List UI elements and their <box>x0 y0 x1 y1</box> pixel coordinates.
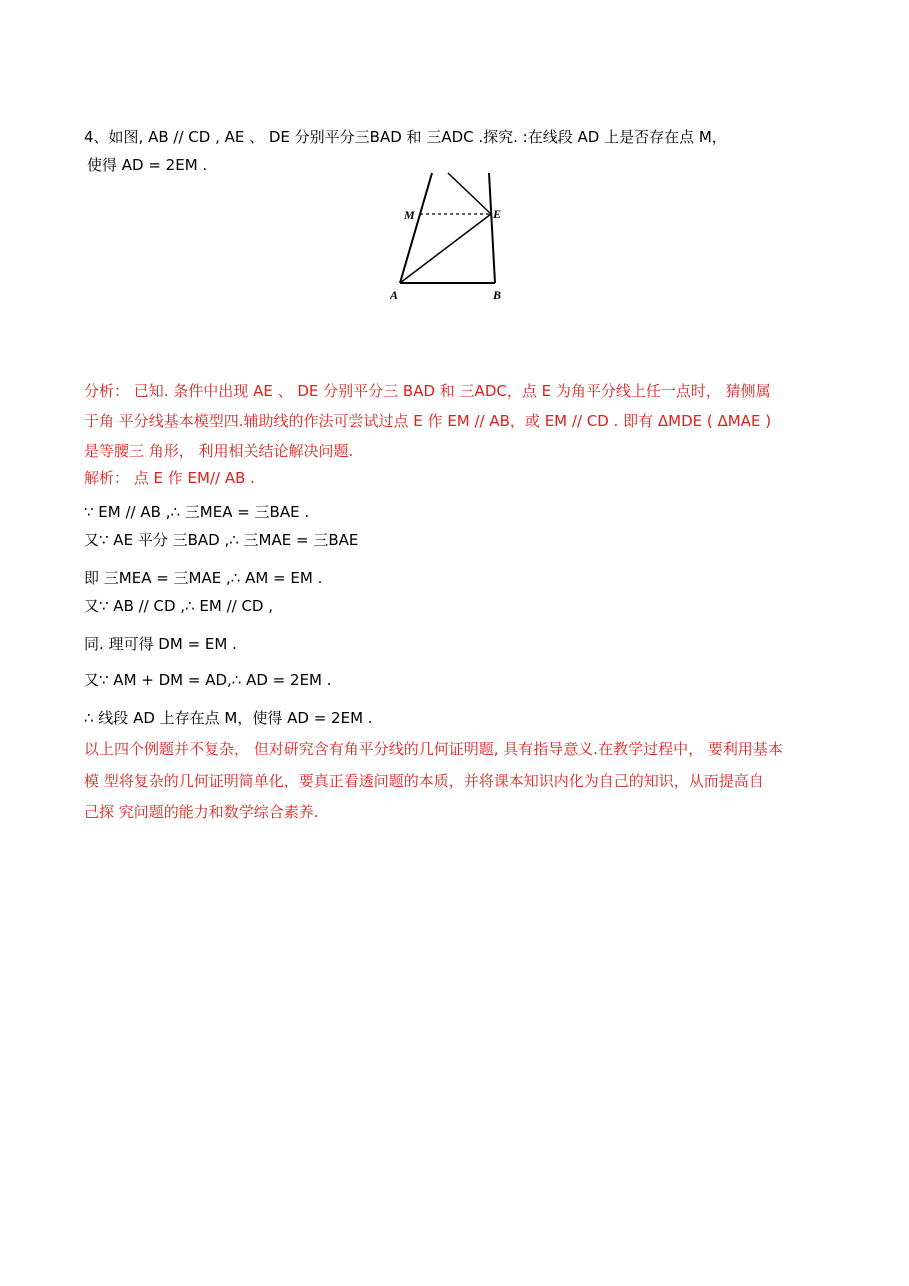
problem-line-1: 4、如图, AB // CD , AE 、 DE 分别平分三BAD 和 三ADC .探究. :在线段 AD 上是否存在点 M， <box>84 128 727 146</box>
solution-line-7: 又∵ AM + DM = AD,∴ AD = 2EM . <box>84 671 332 689</box>
label-e: E <box>493 207 502 221</box>
analysis-line-2: 于角 平分线基本模型四.辅助线的作法可尝试过点 E 作 EM // AB，或 EM // CD . 即有 ΔMDE ( ΔMAE ) <box>84 412 772 430</box>
solution-line-3: 又∵ AE 平分 三BAD ,∴ 三MAE = 三BAE <box>84 531 359 549</box>
solution-line-8: ∴ 线段 AD 上存在点 M，使得 AD = 2EM . <box>84 709 373 727</box>
solution-line-1: 解析： 点 E 作 EM// AB . <box>84 469 255 487</box>
solution-line-6: 同. 理可得 DM = EM . <box>84 635 237 653</box>
problem-line-2: 使得 AD = 2EM . <box>87 156 208 174</box>
solution-line-5: 又∵ AB // CD ,∴ EM // CD , <box>84 597 274 615</box>
side-ad <box>400 173 432 283</box>
conclusion-line-3: 己探 究问题的能力和数学综合素养. <box>84 803 319 821</box>
segment-de <box>448 173 491 214</box>
solution-line-2: ∵ EM // AB ,∴ 三MEA = 三BAE . <box>84 503 310 521</box>
label-b: B <box>493 288 502 302</box>
side-bc <box>489 173 495 283</box>
label-a: A <box>390 288 399 302</box>
label-m: M <box>404 208 415 222</box>
geometry-figure <box>390 168 520 308</box>
conclusion-line-1: 以上四个例题并不复杂， 但对研究含有角平分线的几何证明题, 具有指导意义.在教学过程中， 要利用基本 <box>84 740 783 758</box>
analysis-line-3: 是等腰三 角形， 利用相关结论解决问题. <box>84 442 354 460</box>
solution-line-4: 即 三MEA = 三MAE ,∴ AM = EM . <box>84 569 323 587</box>
analysis-line-1: 分析： 已知. 条件中出现 AE 、 DE 分别平分三 BAD 和 三ADC，点 E 为角平分线上任一点时， 猜侧属 <box>84 382 771 400</box>
conclusion-line-2: 模 型将复杂的几何证明简单化，要真正看透问题的本质，并将课本知识内化为自己的知识，从而提高自 <box>84 772 764 790</box>
segment-ae <box>400 214 491 283</box>
